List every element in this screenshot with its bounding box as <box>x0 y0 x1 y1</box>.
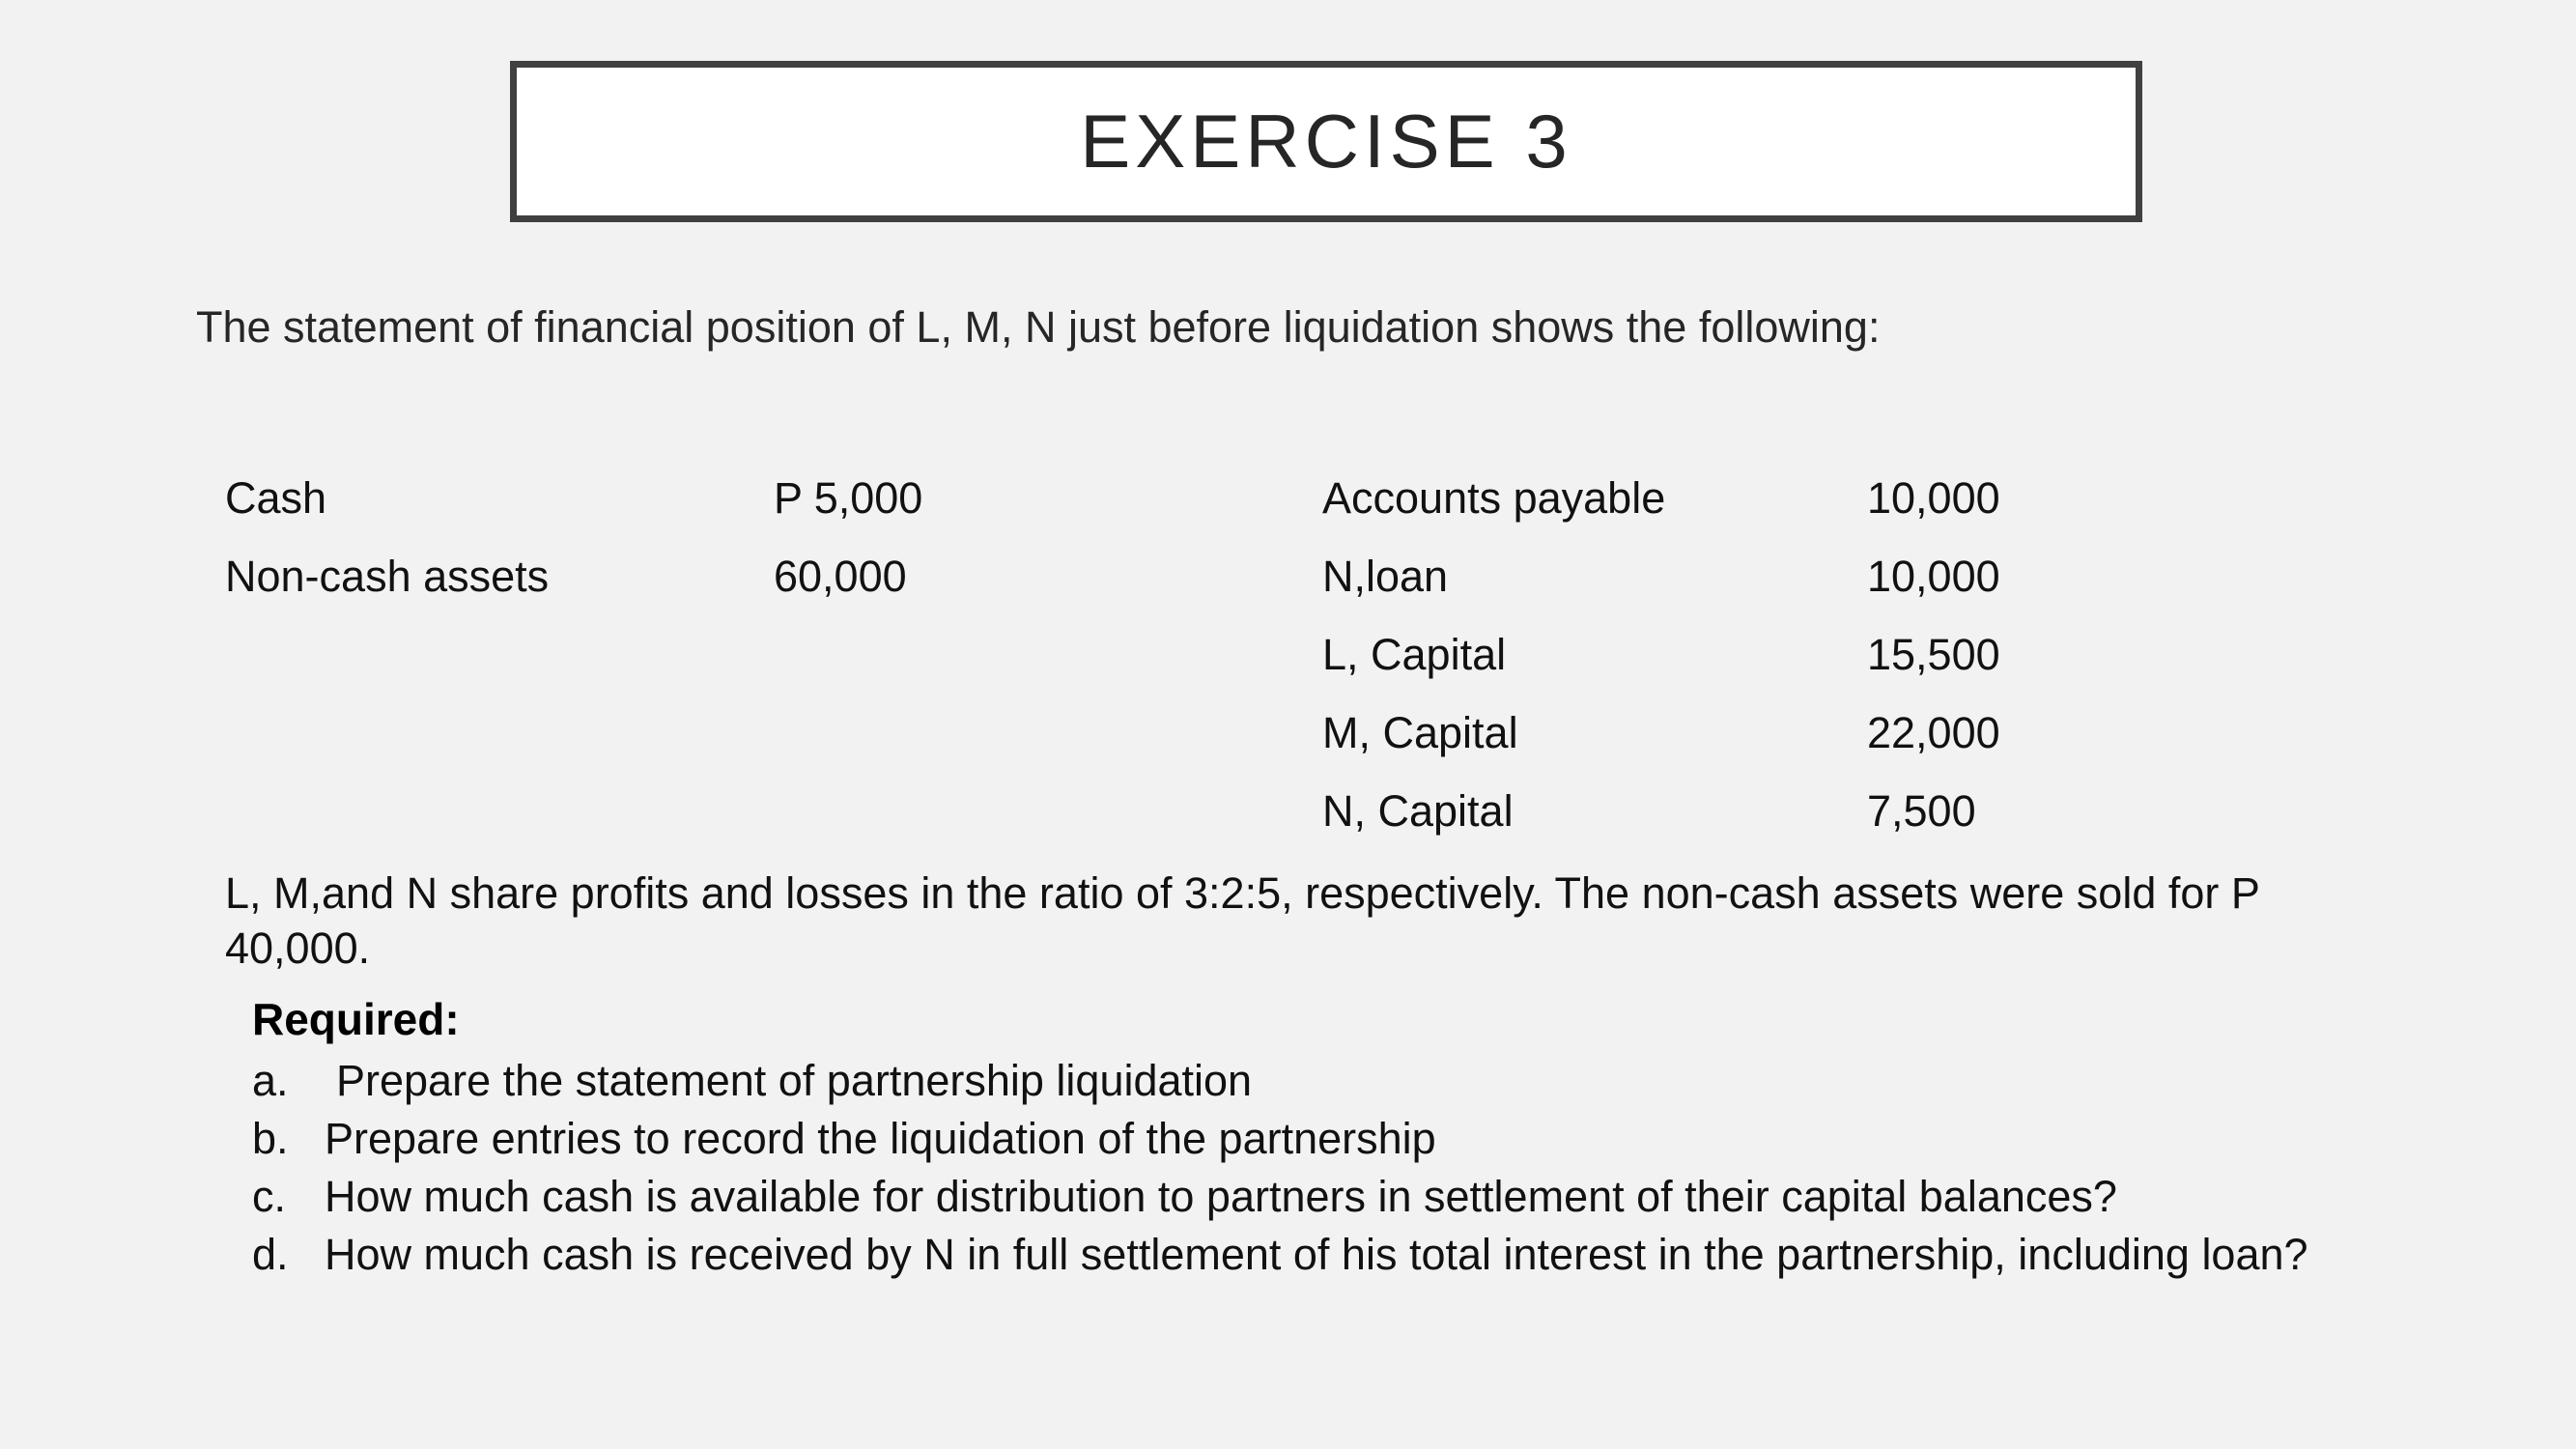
requirement-text: Prepare entries to record the liquidation of the partnership <box>325 1114 1436 1163</box>
requirement-item <box>252 1114 1436 1164</box>
asset-label-noncash: Non-cash assets <box>225 552 550 601</box>
liability-amount-n-loan: 10,000 <box>1867 552 2000 601</box>
liability-amount-accounts-payable: 10,000 <box>1867 473 2000 523</box>
requirement-letter: d. <box>252 1230 289 1279</box>
equity-amount-l-capital: 15,500 <box>1867 630 2000 679</box>
requirement-letter: a. <box>252 1056 289 1105</box>
asset-label-cash: Cash <box>225 473 327 523</box>
requirement-letter: b. <box>252 1114 289 1163</box>
requirement-text: Prepare the statement of partnership liquidation <box>336 1056 1253 1105</box>
equity-amount-n-capital: 7,500 <box>1867 786 1976 836</box>
slide-title: EXERCISE 3 <box>1080 99 1572 184</box>
requirement-item <box>252 1056 1252 1106</box>
equity-label-l-capital: L, Capital <box>1322 630 1507 679</box>
title-box <box>510 61 2142 222</box>
liability-label-n-loan: N,loan <box>1322 552 1449 601</box>
requirement-letter: c. <box>252 1172 287 1221</box>
requirement-text: How much cash is available for distribution to partners in settlement of their capital balances? <box>325 1172 2117 1221</box>
requirement-text: How much cash is received by N in full settlement of his total interest in the partnership, including loan? <box>325 1230 2308 1279</box>
equity-label-n-capital: N, Capital <box>1322 786 1514 836</box>
required-heading: Required: <box>252 994 460 1044</box>
liability-label-accounts-payable: Accounts payable <box>1322 473 1666 523</box>
asset-amount-cash: P 5,000 <box>774 473 923 523</box>
asset-amount-noncash: 60,000 <box>774 552 907 601</box>
equity-amount-m-capital: 22,000 <box>1867 708 2000 757</box>
equity-label-m-capital: M, Capital <box>1322 708 1518 757</box>
ratio-note: L, M,and N share profits and losses in the ratio of 3:2:5, respectively. The non-cash assets were sold for P 40,000. <box>225 868 2260 973</box>
intro-text: The statement of financial position of L, M, N just before liquidation shows the following: <box>196 302 1881 352</box>
requirement-item <box>252 1230 2308 1280</box>
requirement-item <box>252 1172 2117 1222</box>
